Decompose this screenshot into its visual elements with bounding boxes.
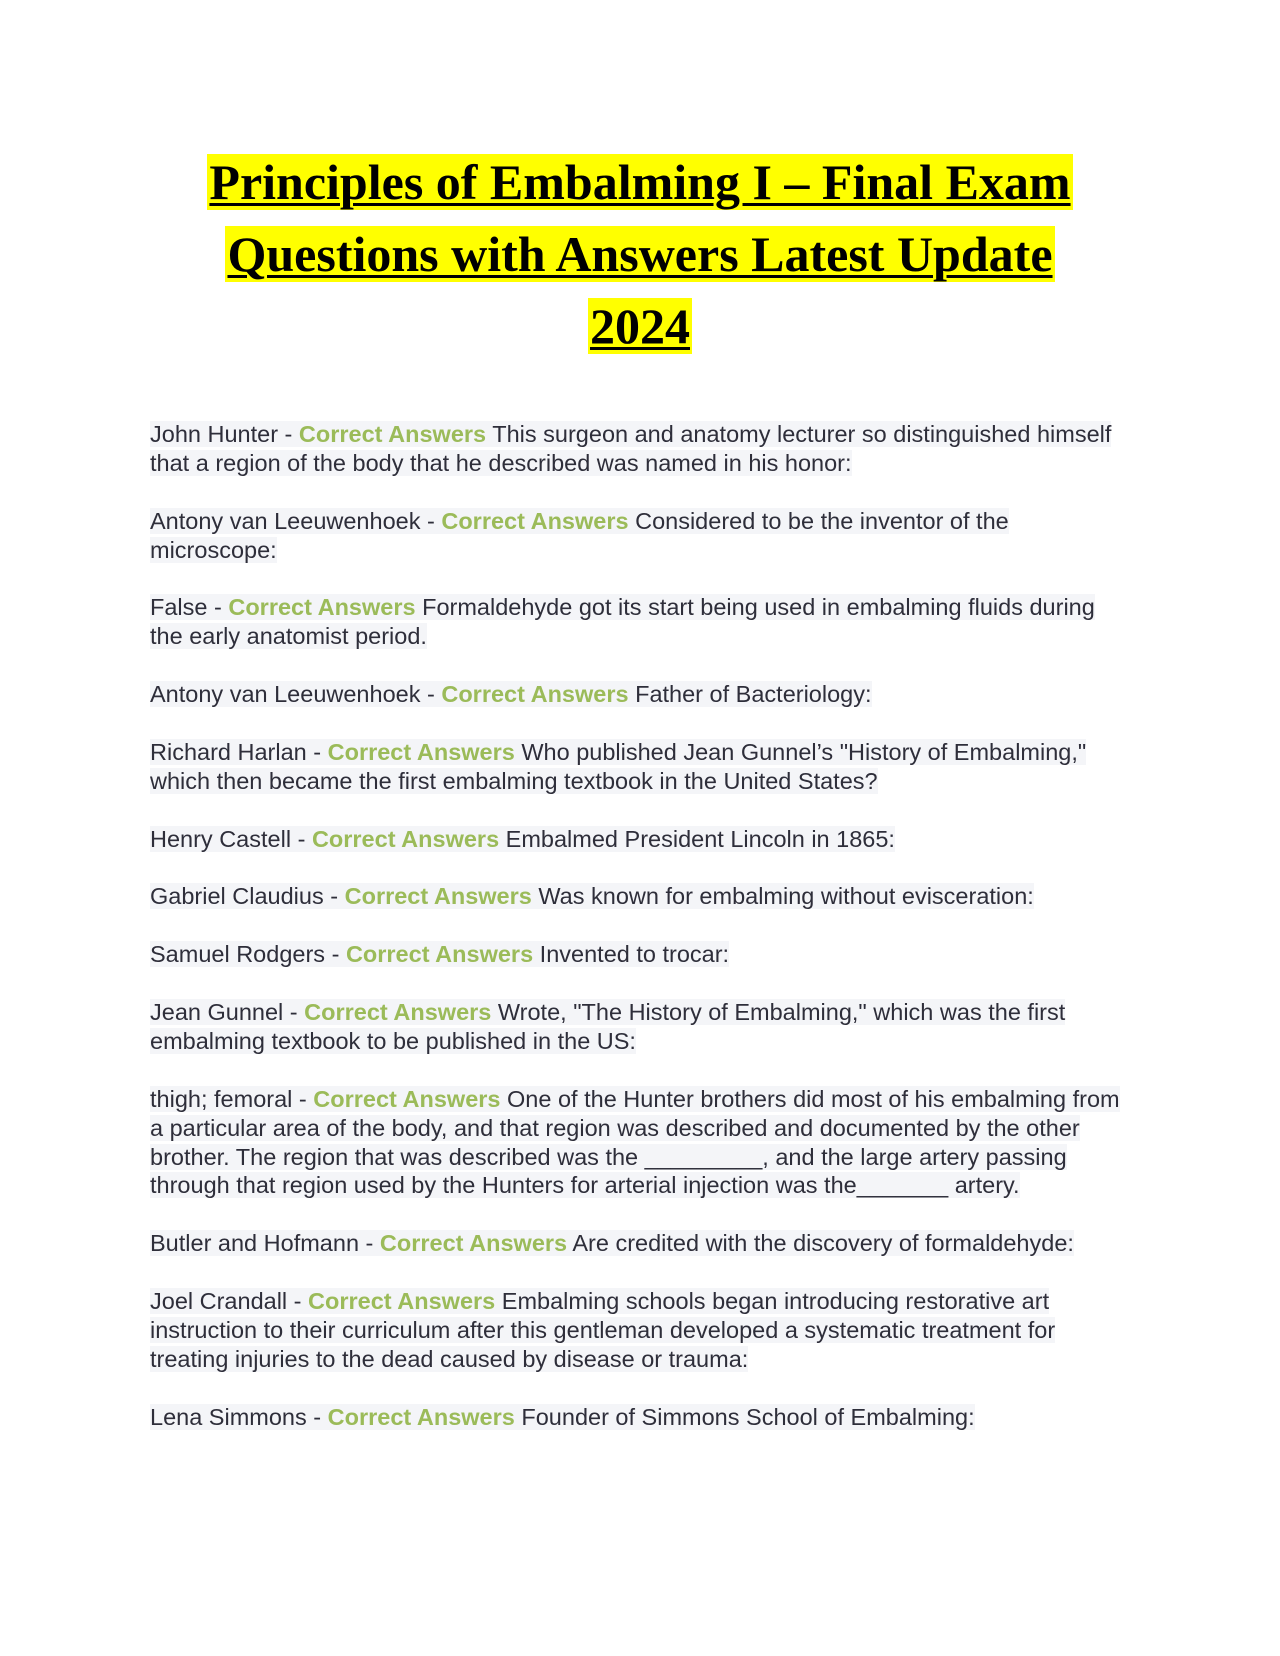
qa-question: Formaldehyde got its start being used in embalming fluids during the early anatomist period.	[150, 594, 1095, 650]
qa-item-text	[150, 508, 1009, 563]
qa-item	[150, 738, 1130, 796]
qa-item-text	[150, 1288, 1055, 1372]
qa-item-text	[150, 739, 1086, 794]
qa-answer: Jean Gunnel	[150, 999, 284, 1025]
qa-item	[150, 1287, 1130, 1374]
qa-answer: Gabriel Claudius	[150, 883, 324, 910]
correct-answers-label: Correct Answers	[228, 594, 416, 621]
qa-item	[150, 940, 1130, 969]
qa-item-text	[150, 1086, 1120, 1199]
title-line-1: Principles of Embalming I – Final Exam	[209, 154, 1071, 210]
qa-item-text	[150, 999, 1065, 1054]
qa-separator: -	[420, 507, 442, 534]
qa-separator: -	[420, 681, 442, 708]
correct-answers-label: Correct Answers	[344, 883, 532, 910]
qa-separator: -	[359, 1230, 380, 1257]
qa-question: Founder of Simmons School of Embalming:	[521, 1403, 975, 1430]
qa-question: Embalming schools began introducing restorative art instruction to their curriculum after this gentleman developed a systematic treatment for treating injuries to the dead caused by disease or trauma:	[150, 1288, 1056, 1372]
qa-separator: -	[287, 1288, 309, 1315]
qa-item	[150, 593, 1130, 651]
qa-separator: -	[323, 883, 345, 910]
correct-answers-label: Correct Answers	[311, 825, 500, 852]
qa-item-text	[150, 421, 1111, 476]
qa-answer: Lena Simmons	[150, 1403, 307, 1430]
qa-question: Wrote, "The History of Embalming," which was the first embalming textbook to be published in the US:	[150, 999, 1066, 1054]
qa-answer: Samuel Rodgers	[150, 941, 326, 968]
qa-item	[150, 1403, 1130, 1432]
qa-answer: Henry Castell	[150, 825, 292, 852]
qa-item-text	[150, 681, 872, 707]
qa-answer: False	[150, 594, 208, 621]
qa-question: Invented to trocar:	[539, 941, 730, 968]
qa-item	[150, 680, 1130, 709]
qa-answer: Joel Crandall	[150, 1288, 288, 1315]
qa-item-text	[150, 1404, 975, 1430]
qa-question: Embalmed President Lincoln in 1865:	[505, 825, 895, 852]
title-line-2: Questions with Answers Latest Update	[227, 226, 1053, 282]
qa-item-text	[150, 826, 895, 852]
correct-answers-label: Correct Answers	[308, 1288, 496, 1315]
qa-item	[150, 420, 1130, 478]
qa-separator: -	[278, 421, 299, 447]
qa-question: One of the Hunter brothers did most of his embalming from a particular area of the body, and that region was described and documented by the other brother. The region that was described was the _________, and the large artery passing through that region used by the Hunters for arterial injection was the_______ artery.	[150, 1085, 1120, 1199]
qa-question: Father of Bacteriology:	[635, 681, 872, 708]
qa-item	[150, 825, 1130, 854]
qa-item	[150, 998, 1130, 1056]
qa-answer: thigh; femoral	[150, 1085, 293, 1112]
correct-answers-label: Correct Answers	[304, 999, 492, 1025]
qa-item-text	[150, 941, 729, 967]
qa-question: Considered to be the inventor of the microscope:	[150, 507, 1009, 563]
correct-answers-label: Correct Answers	[327, 1403, 515, 1430]
qa-separator: -	[306, 1403, 328, 1430]
qa-separator: -	[291, 825, 312, 852]
correct-answers-label: Correct Answers	[379, 1230, 568, 1257]
qa-item	[150, 1085, 1130, 1201]
correct-answers-label: Correct Answers	[441, 681, 629, 708]
title-line-3: 2024	[590, 298, 690, 354]
qa-list	[150, 420, 1130, 1460]
qa-item	[150, 882, 1130, 911]
correct-answers-label: Correct Answers	[345, 941, 534, 968]
correct-answers-label: Correct Answers	[441, 507, 629, 534]
qa-item	[150, 507, 1130, 565]
qa-separator: -	[283, 999, 305, 1025]
qa-separator: -	[306, 738, 328, 765]
correct-answers-label: Correct Answers	[313, 1085, 501, 1112]
qa-question: Are credited with the discovery of formaldehyde:	[572, 1230, 1074, 1257]
qa-question: This surgeon and anatomy lecturer so distinguished himself that a region of the body that he described was named in his honor:	[150, 421, 1112, 476]
qa-answer: Richard Harlan	[150, 738, 307, 765]
qa-question: Was known for embalming without evisceration:	[538, 883, 1034, 910]
qa-item-text	[150, 594, 1095, 649]
qa-answer: Butler and Hofmann	[150, 1230, 360, 1257]
correct-answers-label: Correct Answers	[298, 421, 487, 447]
qa-answer: John Hunter	[150, 421, 279, 447]
correct-answers-label: Correct Answers	[327, 738, 515, 765]
qa-answer: Antony van Leeuwenhoek	[150, 507, 421, 534]
qa-question: Who published Jean Gunnel’s "History of Embalming," which then became the first embalming textbook in the United States?	[150, 738, 1087, 794]
qa-item	[150, 1229, 1130, 1258]
qa-separator: -	[292, 1085, 314, 1112]
qa-answer: Antony van Leeuwenhoek	[150, 681, 421, 708]
document-title	[150, 146, 1130, 362]
qa-separator: -	[325, 941, 346, 968]
qa-item-text	[150, 883, 1034, 909]
qa-separator: -	[207, 594, 229, 621]
qa-item-text	[150, 1230, 1074, 1256]
